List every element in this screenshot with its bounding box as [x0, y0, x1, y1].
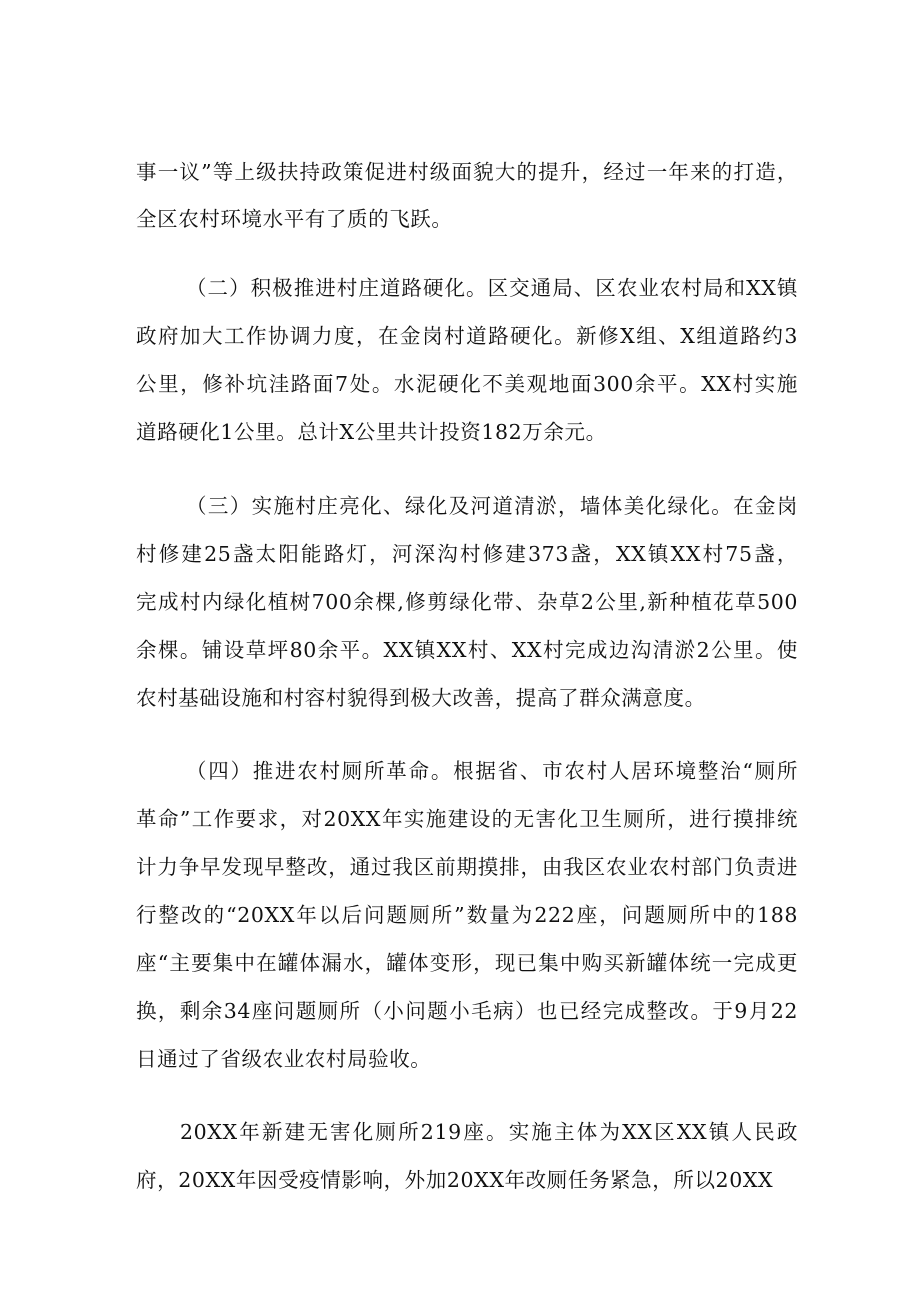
paragraph-line: 村修建25盏太阳能路灯，河深沟村修建373盏，XX镇XX村75盏，	[136, 542, 798, 566]
paragraph-line: 革命”工作要求，对20XX年实施建设的无害化卫生厕所，进行摸排统	[136, 807, 798, 831]
paragraph-line: 计力争早发现早整改，通过我区前期摸排，由我区农业农村部门负责进	[136, 855, 798, 879]
paragraph-line: 20XX年新建无害化厕所219座。实施主体为XX区XX镇人民政	[180, 1120, 798, 1144]
paragraph-line: 换，剩余34座问题厕所（小问题小毛病）也已经完成整改。于9月22	[136, 999, 798, 1023]
paragraph-line: （三）实施村庄亮化、绿化及河道清淤，墙体美化绿化。在金岗	[186, 494, 798, 518]
paragraph-line: （四）推进农村厕所革命。根据省、市农村人居环境整治“厕所	[186, 759, 798, 783]
paragraph-line: （二）积极推进村庄道路硬化。区交通局、区农业农村局和XX镇	[186, 276, 798, 300]
paragraph-line: 政府加大工作协调力度，在金岗村道路硬化。新修X组、X组道路约3	[136, 324, 798, 348]
paragraph-line: 道路硬化1公里。总计X公里共计投资182万余元。	[136, 420, 607, 444]
paragraph-line: 完成村内绿化植树700余棵,修剪绿化带、杂草2公里,新种植花草500	[136, 590, 798, 614]
paragraph-line: 余棵。铺设草坪80余平。XX镇XX村、XX村完成边沟清淤2公里。使	[136, 638, 798, 662]
paragraph-line: 全区农村环境水平有了质的飞跃。	[136, 207, 453, 231]
paragraph-line: 座“主要集中在罐体漏水，罐体变形，现已集中购买新罐体统一完成更	[136, 951, 798, 975]
paragraph-line: 行整改的“20XX年以后问题厕所”数量为222座，问题厕所中的188	[136, 903, 798, 927]
paragraph-line: 公里，修补坑洼路面7处。水泥硬化不美观地面300余平。XX村实施	[136, 372, 798, 396]
paragraph-line: 事一议”等上级扶持政策促进村级面貌大的提升，经过一年来的打造，	[136, 160, 798, 184]
paragraph-line: 日通过了省级农业农村局验收。	[136, 1047, 432, 1071]
paragraph-line: 农村基础设施和村容村貌得到极大改善，提高了群众满意度。	[136, 686, 706, 710]
paragraph-line: 府，20XX年因受疫情影响，外加20XX年改厕任务紧急，所以20XX	[136, 1168, 774, 1192]
